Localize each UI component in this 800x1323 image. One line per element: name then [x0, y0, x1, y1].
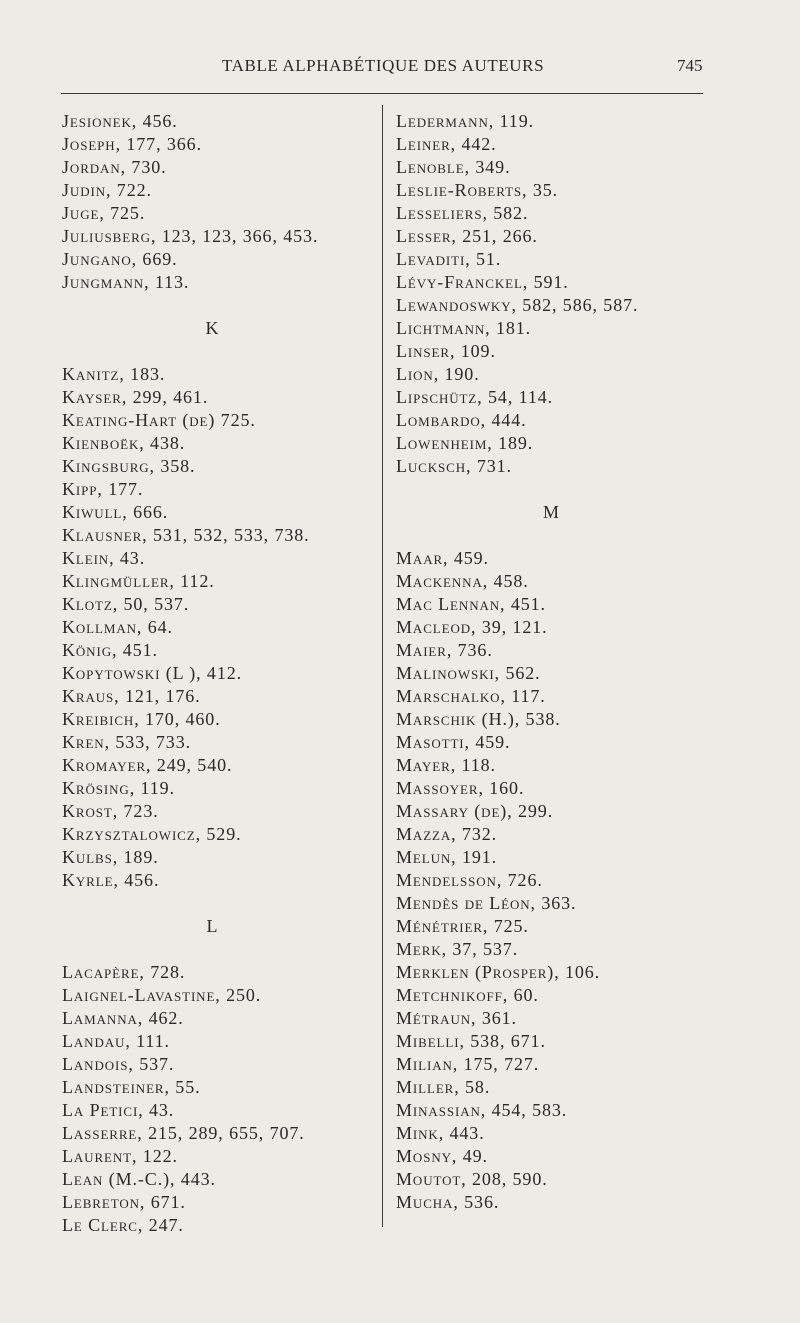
author-entry: Klingmüller, 112.	[62, 571, 215, 591]
section-gap	[396, 478, 796, 501]
author-entry: Lévy-Franckel, 591.	[396, 272, 569, 292]
author-entry: Lenoble, 349.	[396, 157, 511, 177]
author-entry: Merklen (Prosper), 106.	[396, 962, 601, 982]
author-entry: Mazza, 732.	[396, 824, 498, 844]
author-entry: Kreibich, 170, 460.	[62, 709, 221, 729]
author-entry: Landois, 537.	[62, 1054, 175, 1074]
author-entry: König, 451.	[62, 640, 158, 660]
author-entry: Ledermann, 119.	[396, 111, 534, 131]
right-column	[396, 110, 796, 1214]
column-divider	[382, 105, 383, 1227]
author-entry: Kayser, 299, 461.	[62, 387, 209, 407]
author-entry: Jesionek, 456.	[62, 111, 178, 131]
author-entry: Levaditi, 51.	[396, 249, 502, 269]
author-entry: Kraus, 121, 176.	[62, 686, 201, 706]
author-entry: Masotti, 459.	[396, 732, 511, 752]
author-entry: Linser, 109.	[396, 341, 496, 361]
author-entry: Lion, 190.	[396, 364, 480, 384]
author-entry: Lesseliers, 582.	[396, 203, 529, 223]
author-entry: Kulbs, 189.	[62, 847, 159, 867]
author-entry: Lombardo, 444.	[396, 410, 527, 430]
page-number: 745	[677, 56, 703, 75]
author-entry: Lebreton, 671.	[62, 1192, 186, 1212]
author-entry: Malinowski, 562.	[396, 663, 541, 683]
running-title: TABLE ALPHABÉTIQUE DES AUTEURS	[222, 56, 545, 75]
section-letter-heading: M	[542, 502, 559, 522]
author-entry: Lasserre, 215, 289, 655, 707.	[62, 1123, 305, 1143]
author-entry: Mink, 443.	[396, 1123, 485, 1143]
author-entry: Judin, 722.	[62, 180, 152, 200]
author-entry: Lamanna, 462.	[62, 1008, 184, 1028]
author-entry: Mosny, 49.	[396, 1146, 488, 1166]
author-entry: Miller, 58.	[396, 1077, 491, 1097]
author-entry: Leiner, 442.	[396, 134, 497, 154]
author-entry: Klausner, 531, 532, 533, 738.	[62, 525, 310, 545]
author-entry: Mibelli, 538, 671.	[396, 1031, 546, 1051]
author-entry: Lowenheim, 189.	[396, 433, 534, 453]
header-rule	[61, 93, 703, 94]
page-header	[0, 56, 800, 82]
author-entry: Leslie-Roberts, 35.	[396, 180, 559, 200]
author-entry: Kromayer, 249, 540.	[62, 755, 233, 775]
author-entry: Klotz, 50, 537.	[62, 594, 190, 614]
author-entry: Juge, 725.	[62, 203, 146, 223]
author-entry: Mendelsson, 726.	[396, 870, 543, 890]
author-entry: Laignel-Lavastine, 250.	[62, 985, 262, 1005]
author-entry: Kienboëk, 438.	[62, 433, 186, 453]
author-entry: La Petici, 43.	[62, 1100, 175, 1120]
author-entry: Maier, 736.	[396, 640, 493, 660]
author-entry: Ménétrier, 725.	[396, 916, 529, 936]
author-entry: Lacapère, 728.	[62, 962, 186, 982]
author-entry: Melun, 191.	[396, 847, 498, 867]
author-entry: Kyrle, 456.	[62, 870, 160, 890]
author-entry: Jungano, 669.	[62, 249, 178, 269]
author-entry: Landsteiner, 55.	[62, 1077, 201, 1097]
author-entry: Lesser, 251, 266.	[396, 226, 538, 246]
author-entry: Kollman, 64.	[62, 617, 173, 637]
author-entry: Kingsburg, 358.	[62, 456, 196, 476]
author-entry: Jungmann, 113.	[62, 272, 190, 292]
author-entry: Kipp, 177.	[62, 479, 144, 499]
author-entry: Klein, 43.	[62, 548, 146, 568]
author-entry: Joseph, 177, 366.	[62, 134, 202, 154]
author-entry: Marschalko, 117.	[396, 686, 546, 706]
author-entry: Merk, 37, 537.	[396, 939, 519, 959]
author-entry: Massary (de), 299.	[396, 801, 554, 821]
author-entry: Jordan, 730.	[62, 157, 167, 177]
author-entry: Marschik (H.), 538.	[396, 709, 561, 729]
author-entry: Milian, 175, 727.	[396, 1054, 540, 1074]
section-letter-heading: L	[206, 916, 218, 936]
author-entry: Juliusberg, 123, 123, 366, 453.	[62, 226, 319, 246]
author-entry: Krost, 723.	[62, 801, 159, 821]
author-entry: Lucksch, 731.	[396, 456, 512, 476]
section-gap	[62, 340, 372, 363]
author-entry: Kiwull, 666.	[62, 502, 169, 522]
author-entry: Métraun, 361.	[396, 1008, 517, 1028]
section-letter-heading: K	[205, 318, 219, 338]
author-entry: Mayer, 118.	[396, 755, 496, 775]
author-entry: Maar, 459.	[396, 548, 489, 568]
author-entry: Kopytowski (L ), 412.	[62, 663, 243, 683]
section-gap	[62, 892, 372, 915]
author-entry: Lean (M.-C.), 443.	[62, 1169, 216, 1189]
author-entry: Krösing, 119.	[62, 778, 175, 798]
author-entry: Macleod, 39, 121.	[396, 617, 548, 637]
author-entry: Metchnikoff, 60.	[396, 985, 539, 1005]
author-entry: Kanitz, 183.	[62, 364, 166, 384]
section-gap	[396, 524, 796, 547]
author-entry: Mendès de Léon, 363.	[396, 893, 577, 913]
author-entry: Le Clerc, 247.	[62, 1215, 184, 1235]
author-entry: Laurent, 122.	[62, 1146, 178, 1166]
author-entry: Lichtmann, 181.	[396, 318, 532, 338]
section-gap	[62, 938, 372, 961]
author-entry: Mucha, 536.	[396, 1192, 500, 1212]
left-column	[62, 110, 372, 1237]
author-entry: Mackenna, 458.	[396, 571, 529, 591]
author-entry: Lewandoswky, 582, 586, 587.	[396, 295, 639, 315]
author-entry: Krzysztalowicz, 529.	[62, 824, 242, 844]
author-entry: Mac Lennan, 451.	[396, 594, 546, 614]
section-gap	[62, 294, 372, 317]
author-entry: Kren, 533, 733.	[62, 732, 191, 752]
author-entry: Keating-Hart (de) 725.	[62, 410, 256, 430]
author-entry: Lipschütz, 54, 114.	[396, 387, 554, 407]
author-entry: Massoyer, 160.	[396, 778, 525, 798]
author-entry: Landau, 111.	[62, 1031, 170, 1051]
author-entry: Moutot, 208, 590.	[396, 1169, 548, 1189]
author-entry: Minassian, 454, 583.	[396, 1100, 568, 1120]
